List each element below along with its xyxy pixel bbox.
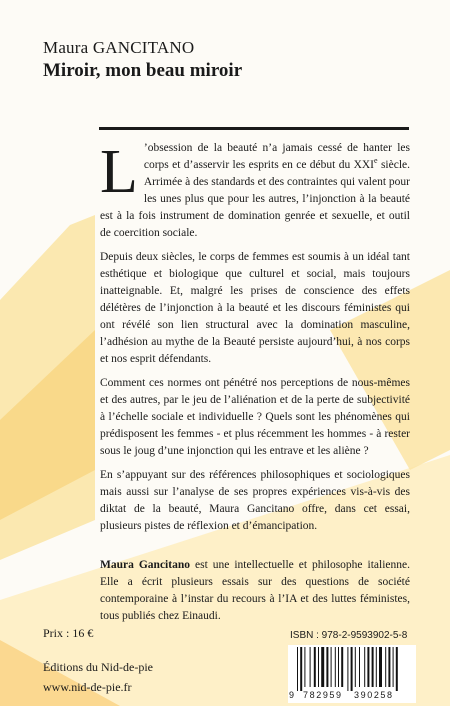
book-title: Miroir, mon beau miroir xyxy=(43,60,243,81)
barcode-first-digit: 9 xyxy=(289,690,295,700)
paragraph-intro xyxy=(100,140,410,242)
barcode-left-digits: 782959 xyxy=(303,690,343,700)
barcode-right-digits: 390258 xyxy=(354,690,394,700)
bio-author-name: Maura Gancitano xyxy=(100,559,190,571)
intro-tail: siècle. Arrimée à des standards et des contraintes qui valent pour les unes plus que pour les autres, l’injonction à la beauté est à la fois instrument de domination genrée et sexuelle, et outil de coercition sociale. xyxy=(100,159,410,239)
isbn-label: ISBN : 978-2-9593902-5-8 xyxy=(290,630,408,641)
divider-rule xyxy=(99,127,409,130)
author-bio xyxy=(100,557,410,625)
barcode-bars-icon xyxy=(297,647,407,691)
century-superscript: e xyxy=(374,156,378,166)
back-cover-text xyxy=(100,140,410,632)
author-name: Maura GANCITANO xyxy=(43,38,195,57)
publisher-website: www.nid-de-pie.fr xyxy=(43,680,132,694)
paragraph-2: Depuis deux siècles, le corps de femmes est soumis à un idéal tant esthétique et biologique que culturel et social, mais toujours inatteignable. Et, malgré les prises de conscience des effets délétères de l’injonction à la beauté et les discours féministes qui ont révélé son lien structural avec la domination masculine, l’adhésion au mythe de la Beauté persiste aujourd’hui, à nos corps et nos esprit défendants. xyxy=(100,251,410,365)
barcode xyxy=(288,645,416,703)
paragraph-4: En s’appuyant sur des références philosophiques et sociologiques mais aussi sur l’analyse de ses propres expériences vis-à-vis des diktat de la beauté, Maura Gancitano offre, dans cet essai, plusieurs pistes de réflexion et d’émancipation. xyxy=(100,469,410,532)
intro-text: ’obsession de la beauté n’a jamais cessé de hanter les corps et d’asservir les esprits en ce début du XXI xyxy=(143,142,410,171)
publisher-name: Éditions du Nid-de-pie xyxy=(43,660,153,674)
drop-cap: L xyxy=(100,138,138,206)
price-label: Prix : 16 € xyxy=(43,626,94,640)
bio-text: est une intellectuelle et philosophe italienne. Elle a écrit plusieurs essais sur des questions de société contemporaine à l’instar du recours à l’IA et des luttes féministes, tous publiés chez Einaudi. xyxy=(100,559,410,622)
paragraph-3: Comment ces normes ont pénétré nos perceptions de nous-mêmes et des autres, par le jeu de l’aliénation et de la perte de subjectivité à l’échelle sociale et individuelle ? Quels sont les phénomènes qui prédisposent les femmes - et plus récemment les hommes - à rester sous le joug d’une injonction qui les entrave et les aliène ? xyxy=(100,377,410,457)
